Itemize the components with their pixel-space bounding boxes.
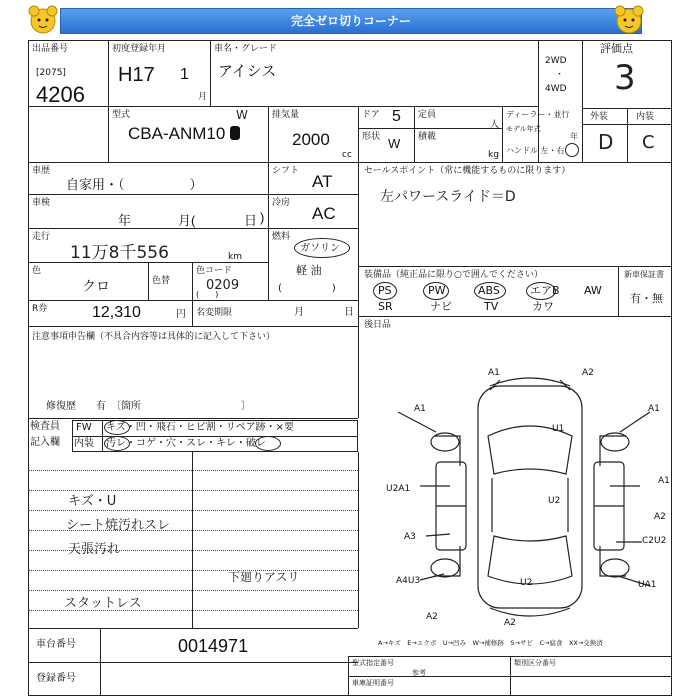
inspection-year: 年 [118, 213, 132, 228]
note-line-5: 下廻りアスリ [228, 570, 300, 584]
damage-mark: U2 [520, 578, 533, 588]
drive-2wd: 2WD [545, 56, 567, 66]
damage-mark: A1 [414, 404, 426, 414]
sales-point-note: 左パワースライド＝D [380, 189, 516, 205]
color-code: 0209 [206, 278, 240, 293]
model-year-unit: 年 [570, 132, 578, 141]
category-label: 類別区分番号 [514, 659, 556, 667]
damage-legend: A→キズ E→エクボ U→凹み W→補修跡 S→サビ C→腐食 XX→交換済 [378, 639, 603, 647]
displacement-value: 2000 [292, 130, 330, 149]
color-code-paren: ( ) [196, 290, 219, 299]
damage-mark: A4U3 [396, 576, 421, 586]
damage-mark: A2 [582, 368, 594, 378]
deadline-month: 月 [294, 307, 304, 318]
note-line-2: シート焼汚れスレ [66, 518, 171, 533]
damage-mark: A1 [488, 368, 500, 378]
first-reg-era: H17 [118, 64, 155, 86]
damage-mark: U1 [552, 424, 565, 434]
r-ticket-unit: 円 [176, 309, 186, 320]
deadline-label: 名変期限 [196, 308, 233, 318]
type-designation-label: 型式指定番号 [352, 659, 394, 667]
mileage-value: 11万8千556 [70, 243, 169, 263]
damage-mark: A2 [426, 612, 438, 622]
damage-mark: U2A1 [386, 484, 411, 494]
notes-label: 注意事項申告欄（不具合内容等は具体的に記入して下さい） [32, 332, 276, 342]
equip-abs: ABS [478, 284, 500, 297]
chassis-number: 0014971 [178, 636, 249, 656]
damage-mark: A3 [404, 532, 416, 542]
model-year-label: モデル年式 [506, 125, 541, 133]
fuel-label: 燃料 [272, 232, 291, 242]
shape-value: W [388, 136, 401, 151]
displacement-unit: cc [342, 150, 352, 160]
doors-label: ドア [362, 110, 380, 120]
r-ticket-value: 12,310 [92, 304, 141, 321]
aircon-value: AC [312, 204, 336, 223]
mileage-unit: km [228, 252, 242, 262]
aircon-label: 冷房 [272, 198, 291, 208]
fuel-diesel: 軽 油 [296, 264, 322, 277]
equip-aw: AW [584, 284, 602, 297]
sales-point-label: セールスポイント（常に機能するものに限ります） [364, 166, 571, 176]
load-label: 積載 [418, 132, 437, 142]
shape-label: 形状 [362, 132, 381, 142]
lot-sub: [2075] [36, 68, 66, 78]
inspector-interior-tag: 内装 [74, 438, 94, 449]
mascot-left-icon [26, 3, 60, 37]
dealer-label: ディーラー・並行 [506, 110, 570, 119]
chassis-label: 車台番号 [36, 639, 76, 650]
equip-airbag: エアB [530, 284, 560, 297]
mileage-label: 走行 [32, 232, 51, 242]
model-label: 型式 [112, 110, 131, 120]
repair-history: 修復歴 有 〔箇所 〕 [46, 401, 251, 412]
color-code-label: 色コード [196, 266, 233, 276]
reference-label: 参考 [412, 669, 426, 677]
garage-cert-label: 車庫証明番号 [352, 679, 394, 687]
note-line-3: 天張汚れ [68, 542, 121, 557]
shift-label: シフト [272, 166, 300, 176]
color-value: クロ [82, 279, 110, 295]
capacity-unit: 人 [490, 120, 500, 130]
car-name-label: 車名・グレード [214, 44, 278, 54]
handle-label: ハンドル 左・右 [506, 146, 565, 155]
lot-number: 4206 [36, 82, 85, 107]
equipment-label: 装備品（純正品に限り○で囲んでください） [364, 270, 543, 280]
note-line-1: キズ・U [68, 494, 117, 509]
model-suffix: W [236, 108, 248, 122]
drive-dot: ・ [555, 70, 565, 80]
interior-grade: C [642, 132, 655, 153]
fuel-other: ( ) [278, 283, 336, 294]
warranty-label: 新車保証書 [624, 270, 664, 279]
doors-value: 5 [392, 108, 401, 125]
damage-mark: A1 [648, 404, 660, 414]
load-unit: kg [488, 150, 499, 160]
inspection-day: 日 [244, 213, 258, 228]
first-reg-label: 初度登録年月 [112, 44, 167, 54]
rating-label: 評価点 [600, 42, 633, 55]
damage-mark: A2 [504, 618, 516, 628]
lot-label: 出品番号 [32, 44, 69, 54]
first-reg-month-unit: 月 [198, 92, 208, 102]
fuel-gas: ガソリン [300, 243, 340, 254]
page-title: 完全ゼロ切りコーナー [60, 8, 642, 34]
damage-mark: C2U2 [642, 536, 667, 546]
damage-mark: A2 [654, 512, 666, 522]
inspection-label: 車検 [32, 198, 51, 208]
damage-mark: A1 [658, 476, 670, 486]
equip-ps: PS [378, 284, 392, 297]
inspection-close: ) [260, 210, 265, 225]
exterior-label: 外装 [590, 112, 609, 122]
inspector-fw-row: キズ・凹・飛石・ヒビ割・リペア跡・×要 [106, 422, 294, 433]
equip-leather: カワ [532, 300, 554, 313]
r-ticket-label: R券 [32, 304, 48, 314]
color-change-label: 色替 [152, 276, 171, 286]
inspector-label-2: 記入欄 [30, 437, 60, 448]
inspection-month: 月( [178, 213, 196, 228]
inspector-fw-tag: FW [76, 422, 92, 433]
color-label: 色 [32, 266, 42, 276]
inspector-interior-row: 汚レ・コゲ・穴・スレ・キレ・破レ [106, 438, 266, 449]
first-reg-month: 1 [180, 66, 189, 83]
shift-value: AT [312, 172, 333, 191]
deadline-day: 日 [344, 307, 354, 318]
displacement-label: 排気量 [272, 110, 300, 120]
warranty-value: 有・無 [630, 292, 663, 305]
equip-sr: SR [378, 300, 393, 313]
rating-score: 3 [614, 58, 636, 98]
history-label: 車歴 [32, 166, 51, 176]
back-items-label: 後日品 [364, 320, 392, 330]
model-code: CBA-ANM10 [128, 124, 226, 143]
equip-tv: TV [484, 300, 499, 313]
equip-pw: PW [428, 284, 446, 297]
damage-mark: UA1 [638, 580, 657, 590]
drive-4wd: 4WD [545, 84, 567, 94]
damage-mark: U2 [548, 496, 561, 506]
interior-label: 内装 [636, 112, 655, 122]
registration-label: 登録番号 [36, 673, 76, 684]
history-value: 自家用・（ ） [66, 177, 203, 192]
equip-navi: ナビ [430, 300, 452, 313]
capacity-label: 定員 [418, 110, 437, 120]
note-line-4: スタットレス [64, 596, 142, 611]
inspector-label-1: 検査員 [30, 421, 60, 432]
mascot-right-icon [612, 3, 646, 37]
car-name: アイシス [218, 63, 277, 80]
exterior-grade: D [598, 130, 614, 154]
